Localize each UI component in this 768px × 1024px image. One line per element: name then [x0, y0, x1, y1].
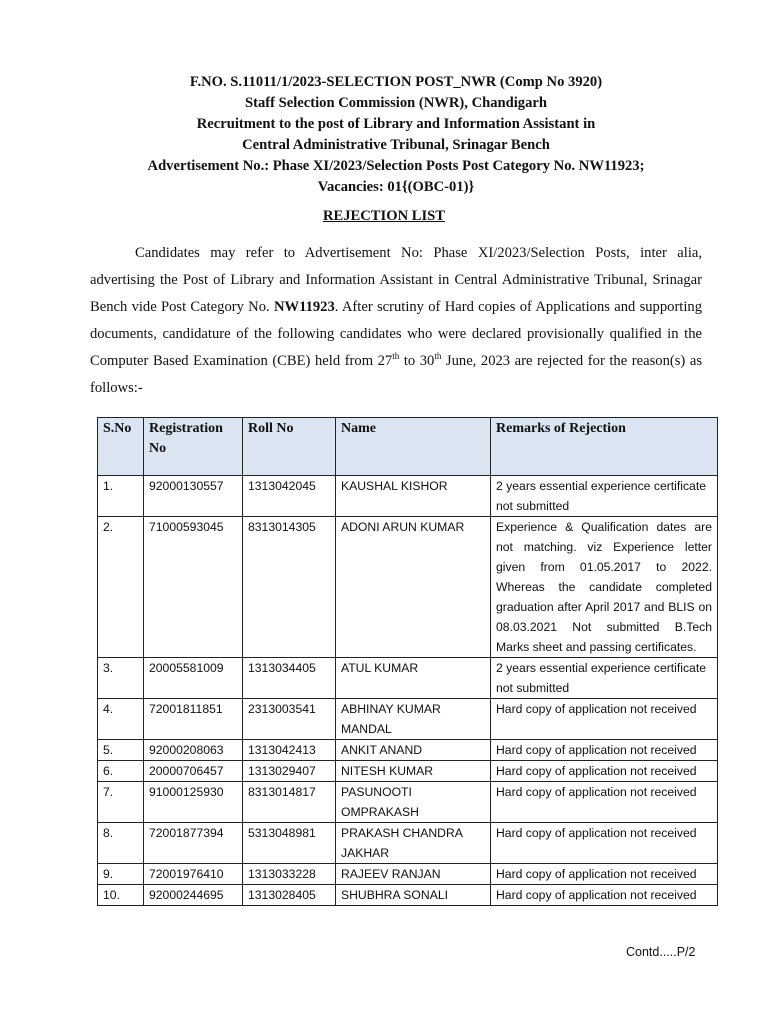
- cell-sno: 6.: [98, 761, 144, 782]
- cell-remarks: Hard copy of application not received: [491, 740, 718, 761]
- superscript-th: th: [434, 351, 442, 362]
- table-row: [98, 476, 718, 517]
- table-row: [98, 740, 718, 761]
- cell-roll: 5313048981: [243, 823, 336, 864]
- para-part3: to 30: [399, 353, 435, 369]
- cell-remarks: Hard copy of application not received: [491, 761, 718, 782]
- cell-sno: 3.: [98, 658, 144, 699]
- cell-name: RAJEEV RANJAN: [336, 864, 491, 885]
- cell-name: ABHINAY KUMAR MANDAL: [336, 699, 491, 740]
- table-row: [98, 782, 718, 823]
- cell-roll: 1313033228: [243, 864, 336, 885]
- cell-remarks: 2 years essential experience certificate not submitted: [491, 658, 718, 699]
- cell-registration: 72001877394: [144, 823, 243, 864]
- commission-name: Staff Selection Commission (NWR), Chandigarh: [244, 95, 547, 111]
- table-row: [98, 761, 718, 782]
- cell-remarks: Hard copy of application not received: [491, 823, 718, 864]
- cell-sno: 8.: [98, 823, 144, 864]
- cell-name: SHUBHRA SONALI: [336, 885, 491, 906]
- cell-sno: 1.: [98, 476, 144, 517]
- cell-registration: 91000125930: [144, 782, 243, 823]
- cell-sno: 2.: [98, 517, 144, 658]
- cell-roll: 1313029407: [243, 761, 336, 782]
- cell-roll: 1313042045: [243, 476, 336, 517]
- table-row: [98, 823, 718, 864]
- organisation-line: Central Administrative Tribunal, Srinagar Bench: [242, 137, 550, 153]
- cell-name: ATUL KUMAR: [336, 658, 491, 699]
- cell-remarks: Hard copy of application not received: [491, 885, 718, 906]
- cell-registration: 92000130557: [144, 476, 243, 517]
- header-registration: Registration No: [144, 418, 243, 476]
- document-header: [90, 72, 702, 198]
- cell-remarks: Hard copy of application not received: [491, 864, 718, 885]
- cell-registration: 92000208063: [144, 740, 243, 761]
- cell-roll: 8313014305: [243, 517, 336, 658]
- cell-name: KAUSHAL KISHOR: [336, 476, 491, 517]
- cell-name: ADONI ARUN KUMAR: [336, 517, 491, 658]
- table-row: [98, 699, 718, 740]
- intro-paragraph: [90, 240, 702, 402]
- cell-name: PRAKASH CHANDRA JAKHAR: [336, 823, 491, 864]
- rejection-table: [97, 417, 718, 906]
- cell-registration: 72001976410: [144, 864, 243, 885]
- cell-name: NITESH KUMAR: [336, 761, 491, 782]
- para-part2: . After scrutiny of Hard copies of Applications and supporting documents, candidature of the following candidates who were declared provisionally qualified in the Computer Based Examination (CBE) held from 27: [90, 299, 703, 369]
- cell-roll: 8313014817: [243, 782, 336, 823]
- table-row: [98, 517, 718, 658]
- cell-registration: 20000706457: [144, 761, 243, 782]
- advertisement-line: Advertisement No.: Phase XI/2023/Selection Posts Post Category No. NW11923;: [147, 158, 645, 174]
- table-row: [98, 864, 718, 885]
- cell-registration: 71000593045: [144, 517, 243, 658]
- cell-roll: 1313034405: [243, 658, 336, 699]
- cell-sno: 4.: [98, 699, 144, 740]
- cell-name: ANKIT ANAND: [336, 740, 491, 761]
- cell-sno: 5.: [98, 740, 144, 761]
- cell-roll: 2313003541: [243, 699, 336, 740]
- cell-remarks: Hard copy of application not received: [491, 782, 718, 823]
- vacancies-line: Vacancies: 01{(OBC-01)}: [317, 179, 475, 195]
- cell-registration: 20005581009: [144, 658, 243, 699]
- cell-roll: 1313042413: [243, 740, 336, 761]
- page-title: REJECTION LIST: [322, 208, 446, 224]
- cell-remarks: Hard copy of application not received: [491, 699, 718, 740]
- cell-name: PASUNOOTI OMPRAKASH: [336, 782, 491, 823]
- table-header-row: [98, 418, 718, 476]
- header-sno: S.No: [98, 418, 144, 476]
- cell-roll: 1313028405: [243, 885, 336, 906]
- header-remarks: Remarks of Rejection: [491, 418, 718, 476]
- para-part4: June, 2023 are rejected for the reason(s) as follows:-: [90, 353, 702, 396]
- cell-sno: 7.: [98, 782, 144, 823]
- cell-remarks: Experience & Qualification dates are not matching. viz Experience letter given from 01.05.2017 to 2022. Whereas the candidate completed graduation after April 2017 and BLIS on 08.03.2021 Not submitted B.Tech Marks sheet and passing certificates.: [491, 517, 718, 658]
- cell-registration: 72001811851: [144, 699, 243, 740]
- file-number: F.NO. S.11011/1/2023-SELECTION POST_NWR (Comp No 3920): [189, 74, 603, 90]
- continued-note: Contd.....P/2: [626, 945, 696, 959]
- cell-registration: 92000244695: [144, 885, 243, 906]
- table-row: [98, 658, 718, 699]
- cell-sno: 9.: [98, 864, 144, 885]
- header-name: Name: [336, 418, 491, 476]
- para-part1: Candidates may refer to Advertisement No: Phase XI/2023/Selection Posts, inter alia, advertising the Post of Library and Information Assistant in Central Administrative Tribunal, Srinagar Bench vide Post Category No.: [90, 245, 702, 315]
- header-roll: Roll No: [243, 418, 336, 476]
- table-row: [98, 885, 718, 906]
- cell-remarks: 2 years essential experience certificate not submitted: [491, 476, 718, 517]
- recruitment-line: Recruitment to the post of Library and Information Assistant in: [196, 116, 596, 132]
- post-category-code: NW11923: [273, 299, 335, 315]
- superscript-th: th: [392, 351, 400, 362]
- cell-sno: 10.: [98, 885, 144, 906]
